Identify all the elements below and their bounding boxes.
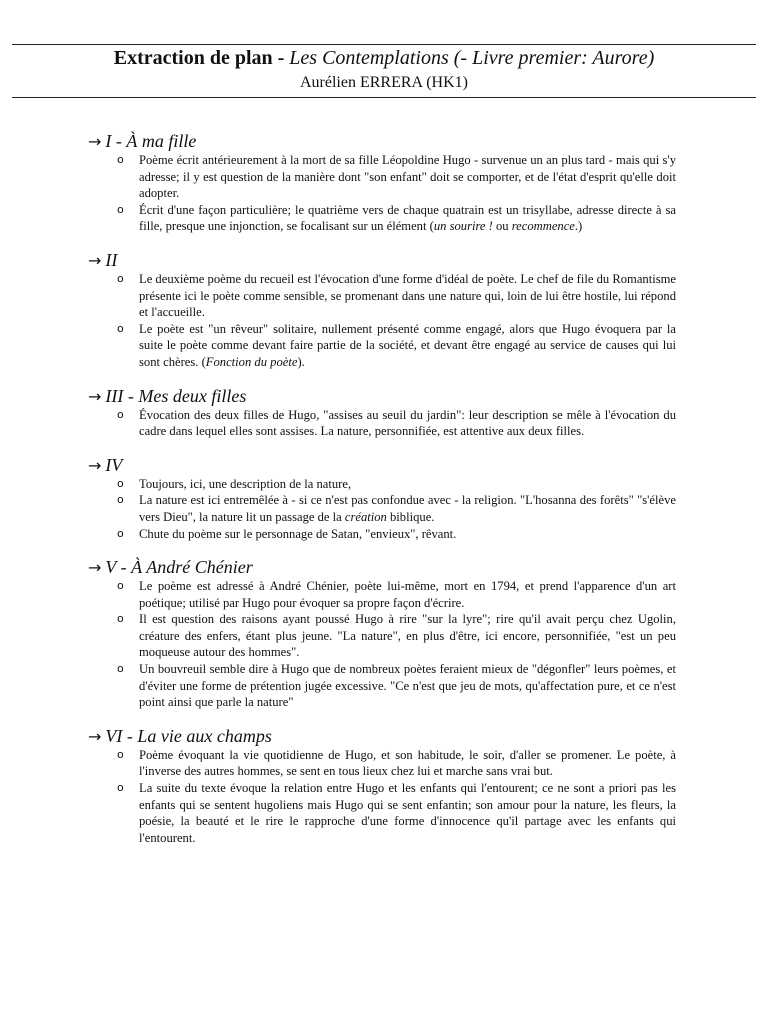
document-title xyxy=(12,45,756,71)
bullet-list xyxy=(90,476,676,542)
section-heading-text: IV xyxy=(105,454,123,475)
circle-bullet-icon: o xyxy=(117,526,124,540)
arrow-icon: → xyxy=(88,726,102,746)
circle-bullet-icon: o xyxy=(117,271,124,285)
item-text: ou xyxy=(492,219,512,234)
bullet-list xyxy=(90,271,676,371)
bullet-list xyxy=(90,407,676,440)
item-text: Un bouvreuil semble dire à Hugo que de nombreux poètes feraient mieux de "dégonfler" leurs poèmes, et d'éviter une forme de prétention jugée excessive. "Ce n'est que jeu de mots, qu'affectation pure, et ce n'est point ainsi que parle la nature" xyxy=(139,662,676,710)
section-heading-text: V - À André Chénier xyxy=(105,557,253,578)
circle-bullet-icon: o xyxy=(117,612,124,626)
arrow-icon: → xyxy=(88,250,102,270)
emphasis-text: Fonction du poète xyxy=(205,354,298,369)
item-text: Toujours, ici, une description de la nature, xyxy=(139,476,352,491)
circle-bullet-icon: o xyxy=(117,747,124,761)
item-text: Le poète est "un rêveur" solitaire, nullement présenté comme engagé, alors que Hugo évoquera par la suite le poète comme devant faire partie de la société, et devant être engagé au service de causes qui lui sont chères. ( xyxy=(139,321,676,369)
section-heading-text: III - Mes deux filles xyxy=(105,385,247,406)
circle-bullet-icon: o xyxy=(117,781,124,795)
bullet-list xyxy=(90,578,676,711)
section-heading xyxy=(88,250,676,271)
emphasis-text: création xyxy=(344,509,387,524)
list-item xyxy=(90,578,676,611)
bullet-list xyxy=(90,747,676,847)
item-text: Poème évoquant la vie quotidienne de Hugo, et son habitude, le soir, d'aller se promener. Le poète, à l'inverse des autres hommes, se sent en tous lieux chez lui et marche sans vrai but. xyxy=(139,747,676,779)
arrow-icon: → xyxy=(88,132,102,151)
arrow-icon: → xyxy=(88,558,102,578)
section xyxy=(90,386,676,440)
list-item xyxy=(90,476,676,493)
section-heading xyxy=(88,726,676,747)
item-text: Chute du poème sur le personnage de Satan, "envieux", rêvant. xyxy=(139,526,457,541)
item-text: La suite du texte évoque la relation entre Hugo et les enfants qui l'entourent; ce ne sont a priori pas les enfants qui se sentent hugoliens mais Hugo qui se sent enfantin; son amour pour la nature, les fleurs, la poésie, la beauté et le rire le rapproche d'une forme d'innocence qu'il partage avec les enfants qui l'entourent. xyxy=(139,781,676,845)
section-heading xyxy=(88,131,676,152)
bottom-rule xyxy=(12,97,756,98)
circle-bullet-icon: o xyxy=(117,579,124,593)
item-text: Écrit d'une façon particulière; le quatrième vers de chaque quatrain est un trisyllabe, adresse directe à sa fille, presque une injonction, se focalisant sur un élément ( xyxy=(139,202,676,234)
circle-bullet-icon: o xyxy=(117,476,124,490)
list-item xyxy=(90,747,676,780)
section xyxy=(90,250,676,371)
section xyxy=(90,131,676,235)
item-text: ). xyxy=(297,354,305,369)
circle-bullet-icon: o xyxy=(117,321,124,335)
list-item xyxy=(90,152,676,202)
list-item xyxy=(90,407,676,440)
section xyxy=(90,726,676,847)
section-heading-text: II xyxy=(105,249,118,270)
section-heading xyxy=(88,386,676,407)
item-text: Poème écrit antérieurement à la mort de sa fille Léopoldine Hugo - survenue un an plus tard - mais qui s'y adresse; il y est question de la manière dont "son enfant" doit se comporter, et de l'état d'esprit qu'elle doit adopter. xyxy=(139,153,676,201)
list-item xyxy=(90,202,676,235)
section xyxy=(90,455,676,542)
arrow-icon: → xyxy=(88,455,102,475)
list-item xyxy=(90,321,676,371)
circle-bullet-icon: o xyxy=(117,662,124,676)
item-text: Évocation des deux filles de Hugo, "assises au seuil du jardin": leur description se mêle à l'évocation du cadre dans lequel elles sont assises. La nature, personnifiée, est attentive aux deux filles. xyxy=(139,407,676,439)
list-item xyxy=(90,611,676,661)
section-heading-text: I - À ma fille xyxy=(105,131,197,151)
circle-bullet-icon: o xyxy=(117,407,124,421)
item-text: Le deuxième poème du recueil est l'évocation d'une forme d'idéal de poète. Le chef de file du Romantisme présente ici le poète comme sensible, se promenant dans une nature qui, loin de lui être hostile, lui répond et l'accueille. xyxy=(139,271,676,320)
author-line: Aurélien ERRERA (HK1) xyxy=(300,74,468,91)
list-item xyxy=(90,661,676,711)
list-item xyxy=(90,526,676,543)
title-work: Les Contemplations (- Livre premier: Aurore) xyxy=(289,47,655,69)
item-text: Il est question des raisons ayant poussé Hugo à rire "sur la lyre"; rire qu'il avait perçu chez Ugolin, créature des enfers, étant plus jeune. "La nature", en plus d'être, ici encore, personnifiée, "est un peu moqueuse autour des hommes". xyxy=(139,612,676,660)
section-heading xyxy=(88,455,676,476)
emphasis-text: recommence xyxy=(511,219,575,234)
arrow-icon: → xyxy=(88,386,102,406)
bullet-list xyxy=(90,152,676,235)
circle-bullet-icon: o xyxy=(117,493,124,507)
item-text: biblique. xyxy=(386,509,435,524)
circle-bullet-icon: o xyxy=(117,202,124,216)
item-text: Le poème est adressé à André Chénier, poète lui-même, mort en 1794, et prend l'apparence d'un art poétique; utilisé par Hugo pour évoquer sa propre façon d'écrire. xyxy=(139,579,676,610)
item-text: La nature est ici entremêlée à - si ce n'est pas confondue avec - la religion. "L'hosanna des forêts" "s'élève vers Dieu", la nature lit un passage de la xyxy=(139,493,676,524)
plan-content xyxy=(90,131,676,846)
section-heading-text: VI - La vie aux champs xyxy=(105,725,272,746)
section xyxy=(90,557,676,711)
list-item xyxy=(90,271,676,321)
list-item xyxy=(90,492,676,525)
circle-bullet-icon: o xyxy=(117,153,124,166)
emphasis-text: un sourire ! xyxy=(433,219,493,234)
title-main: Extraction de plan - xyxy=(113,47,290,69)
list-item xyxy=(90,780,676,846)
item-text: .) xyxy=(574,219,583,234)
section-heading xyxy=(88,557,676,578)
